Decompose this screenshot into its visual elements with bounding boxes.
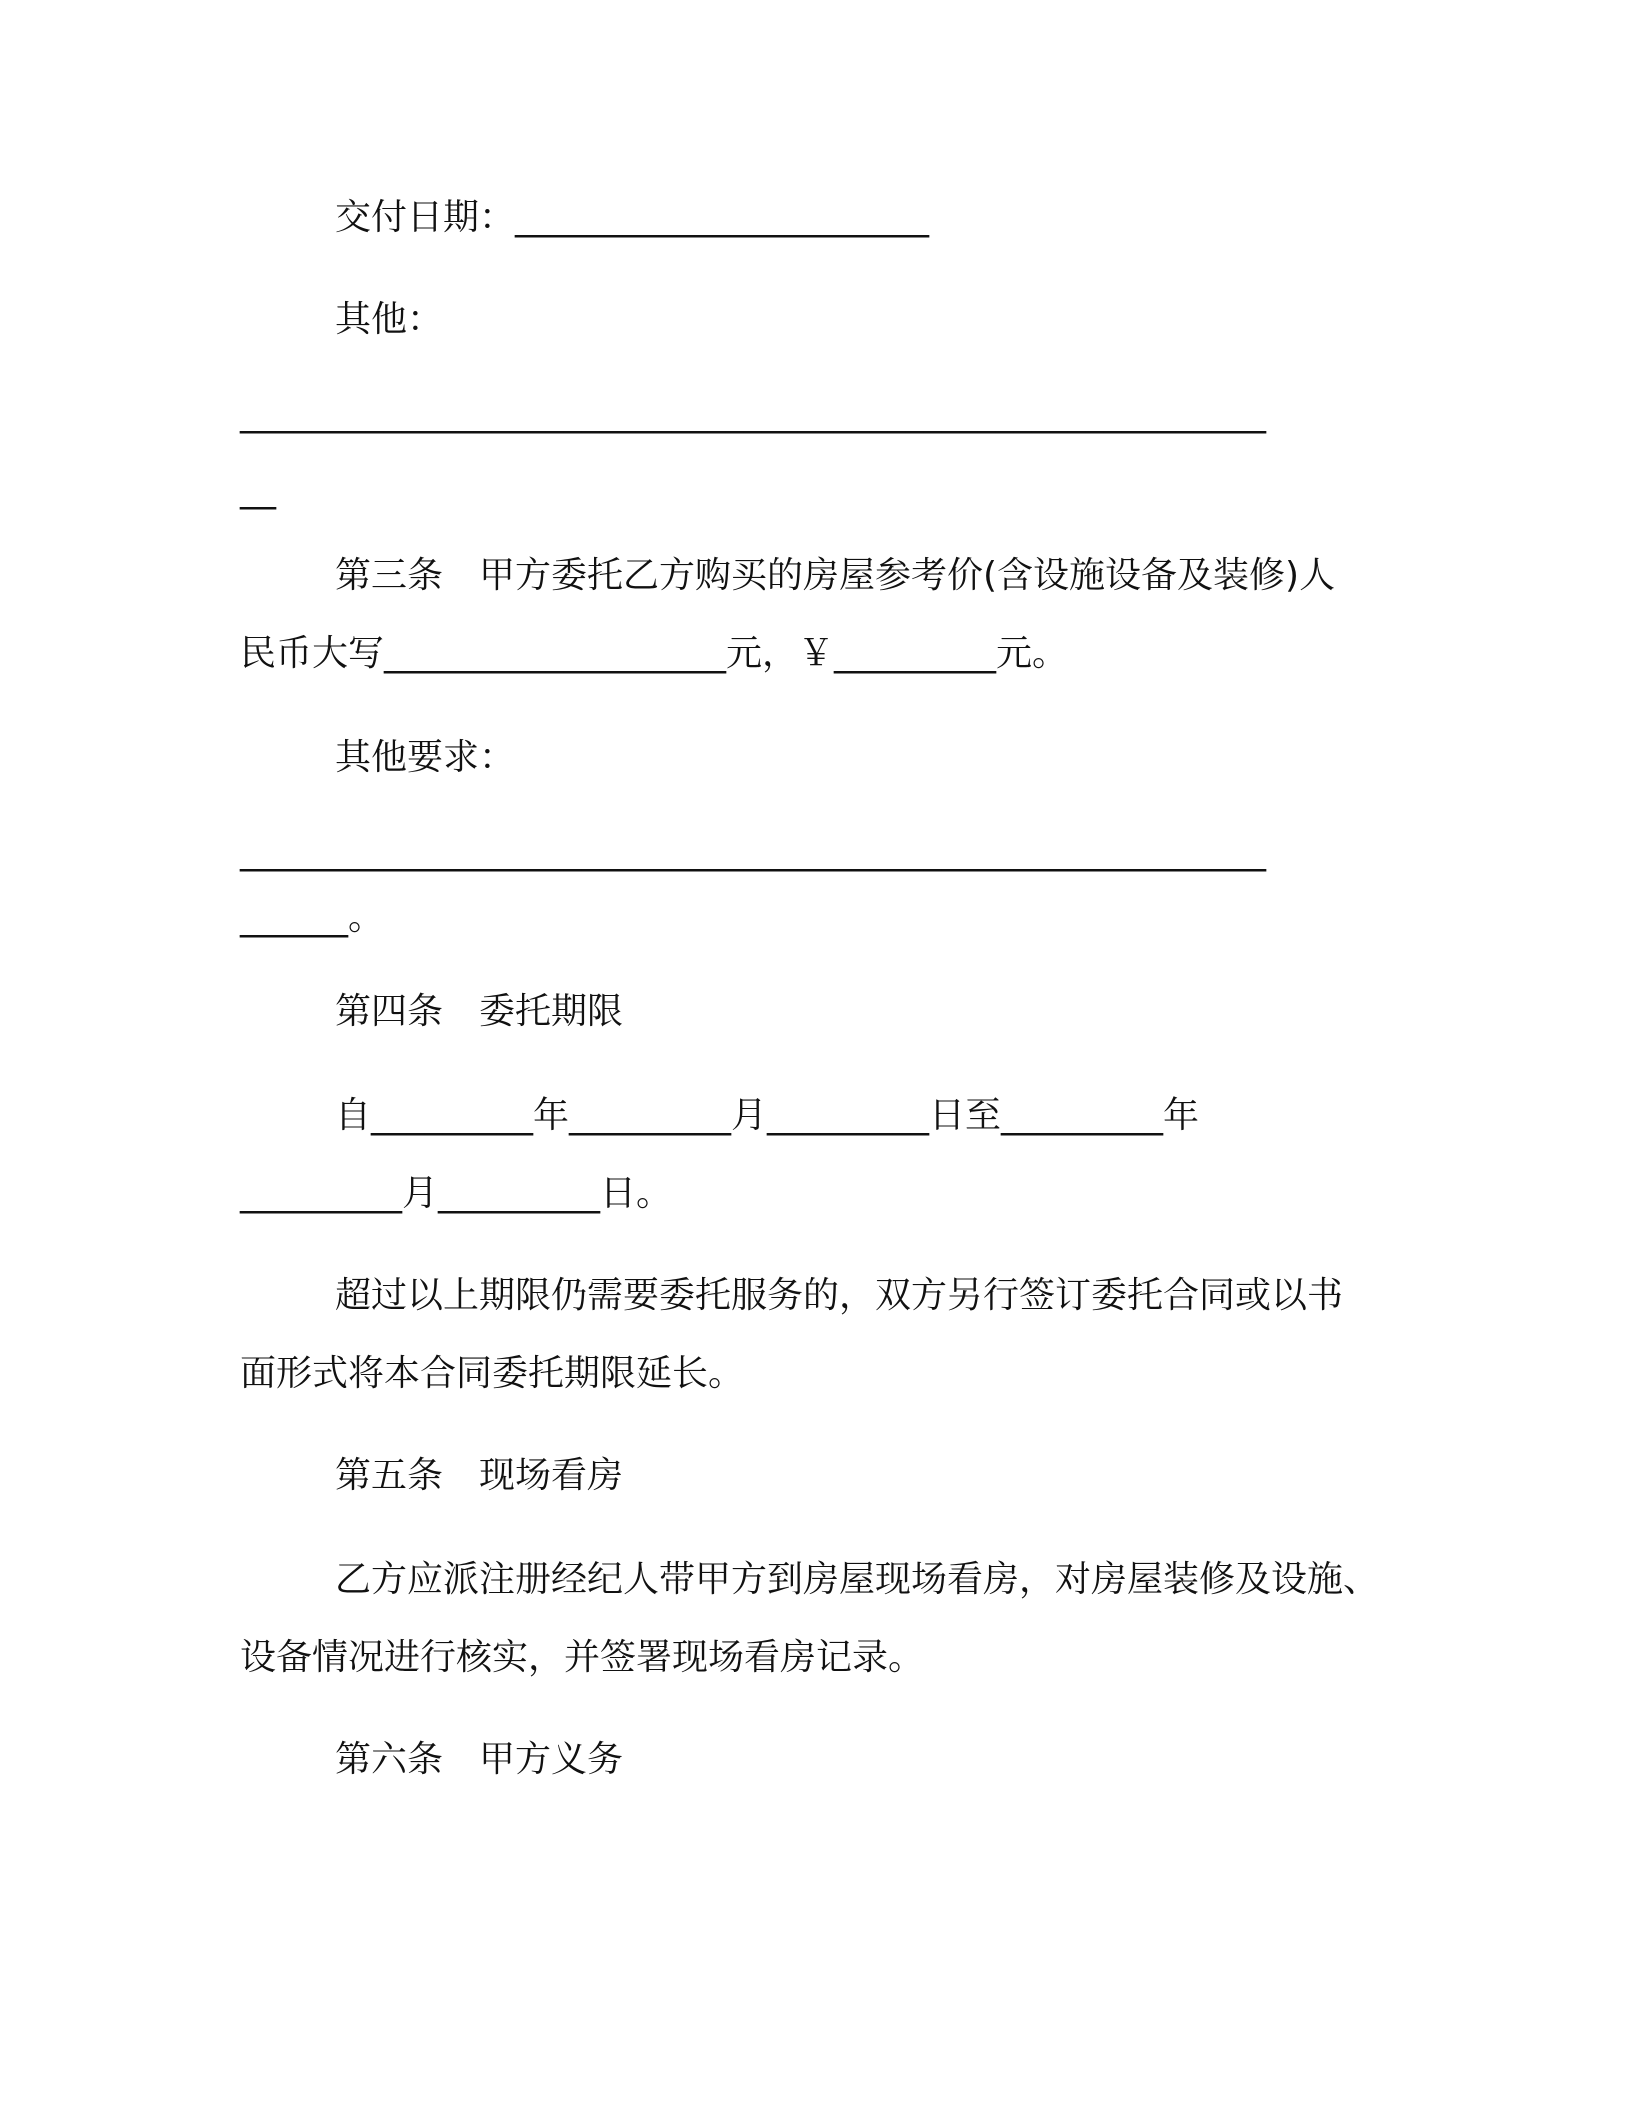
- other-requirements-blank-line-1: _________________________________________________________: [240, 831, 1266, 872]
- other-blank-line-2: __: [240, 469, 276, 510]
- other-blank-line-1: _________________________________________________________: [240, 393, 1266, 434]
- article-5-paragraph-line-2: 设备情况进行核实，并签署现场看房记录。: [240, 1637, 925, 1678]
- article-4-date-line-2: _________月_________日。: [240, 1173, 673, 1214]
- article-3-line-1: 第三条 甲方委托乙方购买的房屋参考价(含设施设备及装修)人: [335, 555, 1336, 596]
- article-3-line-2: 民币大写___________________元，￥_________元。: [240, 633, 1069, 674]
- other-requirements-label: 其他要求：: [335, 737, 516, 778]
- article-4-paragraph-line-2: 面形式将本合同委托期限延长。: [240, 1353, 745, 1394]
- other-requirements-blank-line-2: ______。: [240, 897, 385, 938]
- article-4-paragraph-line-1: 超过以上期限仍需要委托服务的，双方另行签订委托合同或以书: [335, 1275, 1344, 1316]
- article-6-title: 第六条 甲方义务: [335, 1739, 624, 1780]
- delivery-date-line: [335, 194, 929, 242]
- article-4-date-line-1: 自_________年_________月_________日至_________年: [335, 1095, 1199, 1136]
- article-4-title: 第四条 委托期限: [335, 991, 624, 1032]
- other-label: 其他：: [335, 299, 444, 340]
- delivery-date-blank: _______________________: [515, 197, 930, 238]
- article-5-title: 第五条 现场看房: [335, 1455, 624, 1496]
- article-5-paragraph-line-1: 乙方应派注册经纪人带甲方到房屋现场看房，对房屋装修及设施、: [335, 1559, 1380, 1600]
- delivery-date-label: 交付日期：: [335, 197, 516, 238]
